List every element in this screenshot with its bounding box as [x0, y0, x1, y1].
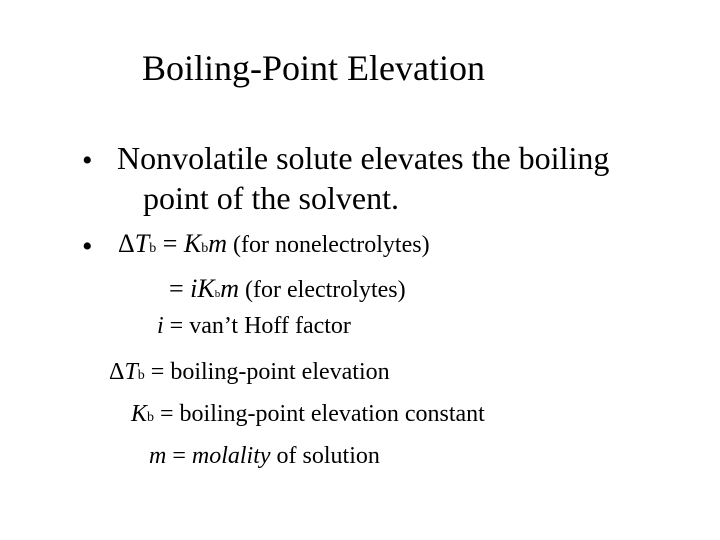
def-kb [131, 402, 485, 426]
var-m: m [220, 274, 240, 303]
def-delta-tb-text: = boiling-point elevation [144, 359, 390, 385]
slide-title: Boiling-Point Elevation [142, 48, 485, 88]
equals: = [166, 443, 192, 469]
molality-word: molality [191, 443, 271, 469]
subscript-b: b [149, 241, 157, 256]
bullet-1-line-1: Nonvolatile solute elevates the boiling [117, 140, 610, 176]
var-K: K [131, 401, 148, 427]
nonelectrolytes-note: (for nonelectrolytes) [227, 232, 430, 258]
var-m: m [149, 443, 167, 469]
var-T: T [124, 359, 138, 385]
equals: = [156, 229, 184, 258]
electrolytes-note: (for electrolytes) [239, 277, 406, 303]
var-m: m [208, 229, 227, 258]
equals: = [169, 274, 191, 303]
subscript-b: b [137, 368, 145, 383]
def-m [149, 444, 380, 468]
vant-hoff-line [157, 314, 351, 338]
var-T: T [134, 229, 150, 258]
bullet-2-formula [118, 231, 430, 257]
vant-hoff-text: = van’t Hoff factor [163, 313, 351, 339]
var-K: K [197, 274, 215, 303]
subscript-b: b [201, 241, 209, 256]
def-kb-text: = boiling-point elevation constant [154, 401, 485, 427]
var-i: i [190, 274, 198, 303]
subscript-b: b [147, 410, 155, 425]
var-K: K [183, 229, 202, 258]
electrolytes-formula [169, 276, 406, 302]
delta-symbol: Δ [118, 229, 135, 258]
def-delta-tb [109, 360, 390, 384]
delta-symbol: Δ [109, 359, 125, 385]
bullet-1-line-2: point of the solvent. [143, 180, 399, 216]
def-m-text: of solution [270, 443, 380, 469]
subscript-b: b [214, 288, 221, 300]
bullet-2-marker: • [82, 230, 93, 263]
var-i: i [157, 313, 164, 339]
bullet-1-marker: • [82, 144, 93, 177]
